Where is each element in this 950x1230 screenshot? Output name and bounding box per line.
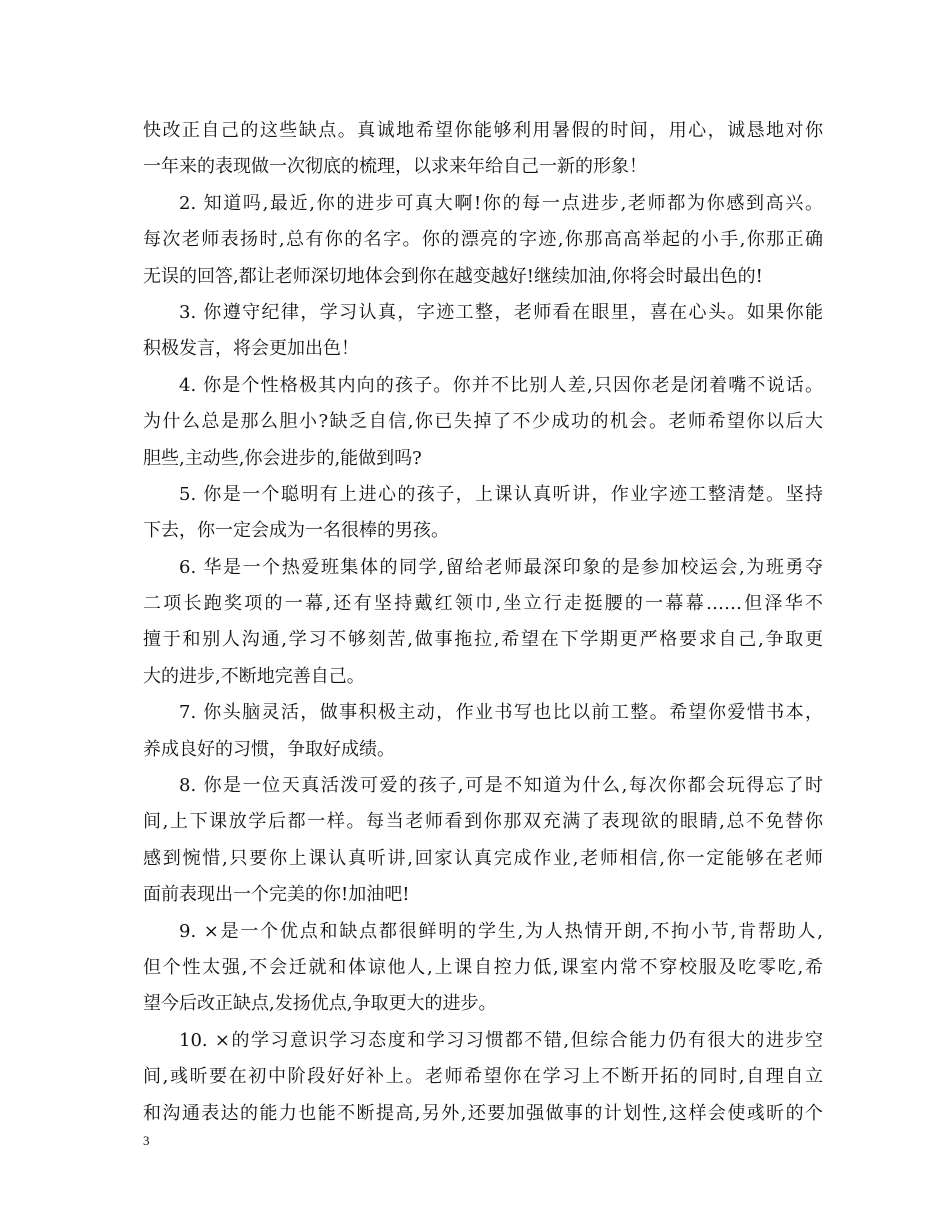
- text-line: 积极发言，将会更加出色！: [143, 338, 359, 360]
- text-line: 9. ×是一个优点和缺点都很鲜明的学生,为人热情开朗,不拘小节,肯帮助人,: [179, 920, 823, 942]
- text-line: 间,彧昕要在初中阶段好好补上。老师希望你在学习上不断开拓的同时,自理自立: [143, 1066, 823, 1088]
- text-line: 但个性太强,不会迁就和体谅他人,上课自控力低,课室内常不穿校服及吃零吃,希: [143, 956, 823, 978]
- text-line: 3. 你遵守纪律，学习认真，字迹工整，老师看在眼里，喜在心头。如果你能: [179, 301, 823, 323]
- text-line: 二项长跑奖项的一幕,还有坚持戴红领巾,坐立行走挺腰的一幕幕……但泽华不: [143, 593, 823, 615]
- page-number: 3: [143, 1133, 150, 1148]
- text-line: 7. 你头脑灵活，做事积极主动，作业书写也比以前工整。希望你爱惜书本，: [179, 702, 823, 724]
- text-line: 每次老师表扬时,总有你的名字。你的漂亮的字迹,你那高高举起的小手,你那正确: [143, 229, 823, 251]
- text-line: 10. ×的学习意识学习态度和学习习惯都不错,但综合能力仍有很大的进步空: [179, 1029, 823, 1051]
- text-line: 下去，你一定会成为一名很棒的男孩。: [143, 520, 449, 542]
- text-line: 快改正自己的这些缺点。真诚地希望你能够利用暑假的时间，用心，诚恳地对你: [143, 120, 823, 141]
- text-line: 4. 你是个性格极其内向的孩子。你并不比别人差,只因你老是闭着嘴不说话。: [179, 374, 823, 396]
- text-line: 2. 知道吗,最近,你的进步可真大啊!你的每一点进步,老师都为你感到高兴。: [179, 192, 823, 214]
- text-line: 8. 你是一位天真活泼可爱的孩子,可是不知道为什么,每次你都会玩得忘了时: [179, 775, 823, 797]
- text-line: 感到惋惜,只要你上课认真听讲,回家认真完成作业,老师相信,你一定能够在老师: [143, 847, 823, 869]
- text-line: 5. 你是一个聪明有上进心的孩子，上课认真听讲，作业字迹工整清楚。坚持: [179, 483, 823, 505]
- text-line: 6. 华是一个热爱班集体的同学,留给老师最深印象的是参加校运会,为班勇夺: [179, 556, 823, 578]
- text-line: 擅于和别人沟通,学习不够刻苦,做事拖拉,希望在下学期更严格要求自己,争取更: [143, 629, 823, 651]
- text-line: 养成良好的习惯，争取好成绩。: [143, 738, 395, 760]
- text-line: 望今后改正缺点,发扬优点,争取更大的进步。: [143, 993, 497, 1015]
- text-line: 面前表现出一个完美的你!加油吧!: [143, 884, 410, 906]
- text-line: 间,上下课放学后都一样。每当老师看到你那双充满了表现欲的眼睛,总不免替你: [143, 811, 823, 833]
- text-line: 大的进步,不断地完善自己。: [143, 665, 365, 687]
- document-body: [143, 113, 823, 1132]
- text-line: 和沟通表达的能力也能不断提高,另外,还要加强做事的计划性,这样会使彧昕的个: [143, 1102, 823, 1124]
- text-line: 胆些,主动些,你会进步的,能做到吗?: [143, 447, 422, 469]
- text-line: 为什么总是那么胆小?缺乏自信,你已失掉了不少成功的机会。老师希望你以后大: [143, 411, 823, 433]
- text-line: 一年来的表现做一次彻底的梳理，以求来年给自己一新的形象！: [143, 156, 647, 178]
- text-line: 无误的回答,都让老师深切地体会到你在越变越好!继续加油,你将会时最出色的!: [143, 265, 763, 287]
